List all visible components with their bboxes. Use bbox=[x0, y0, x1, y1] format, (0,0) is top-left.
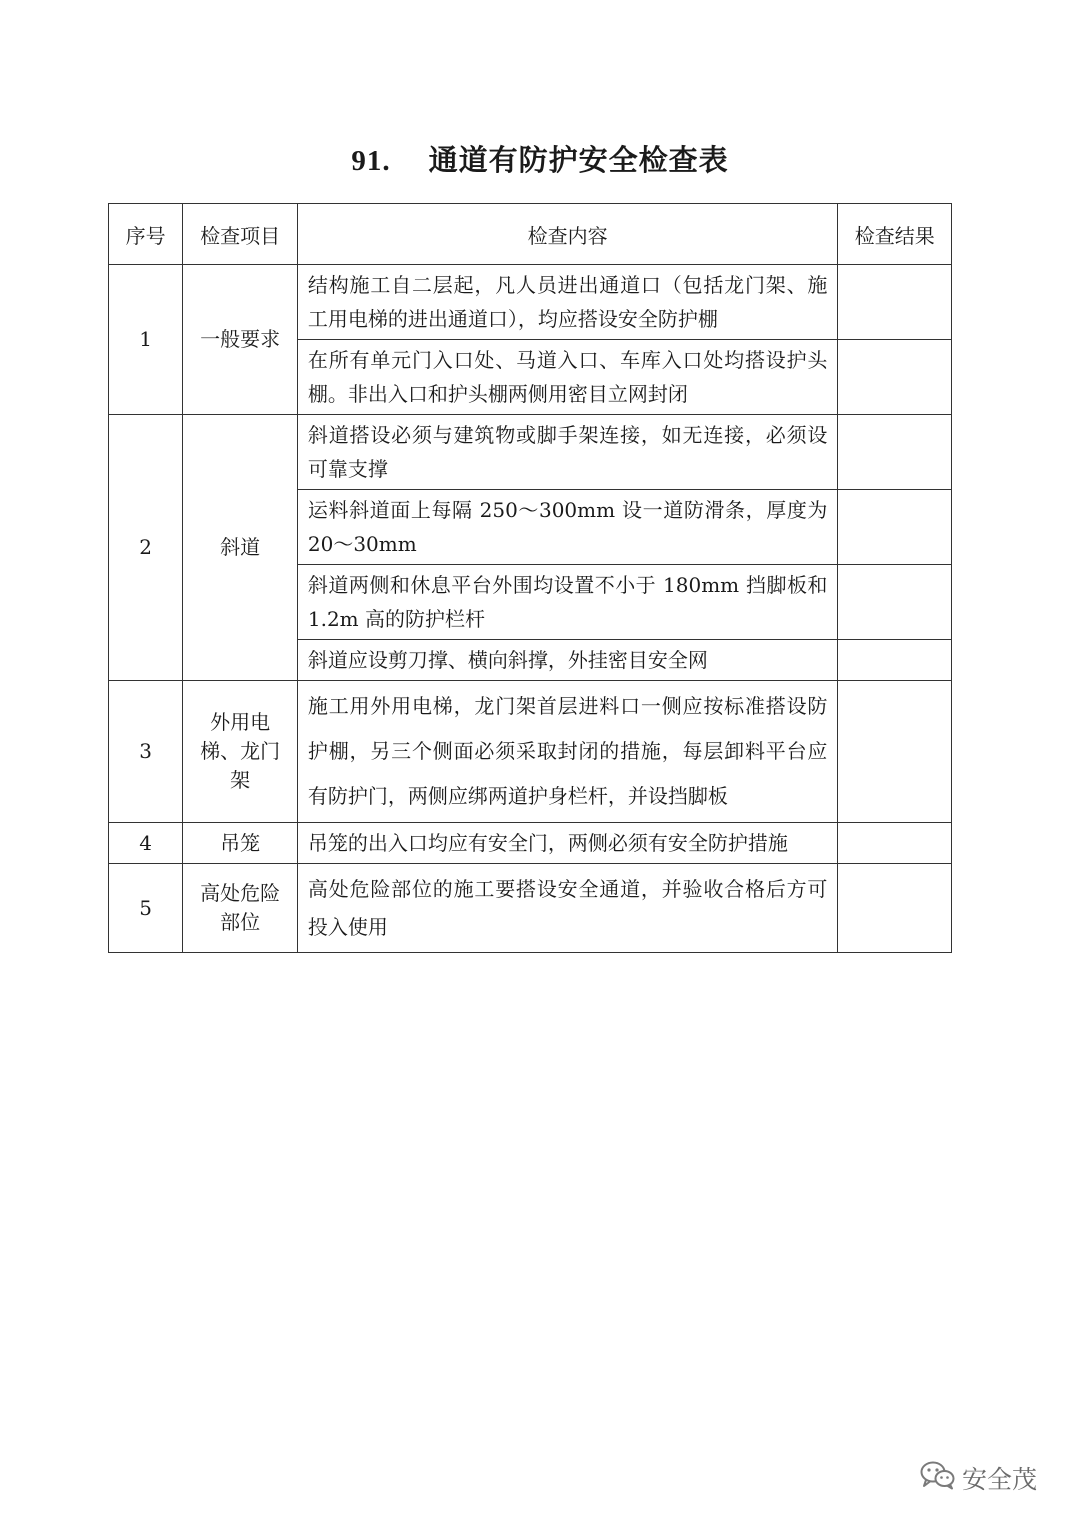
header-item: 检查项目 bbox=[183, 204, 298, 265]
row-content: 施工用外用电梯，龙门架首层进料口一侧应按标准搭设防护棚，另三个侧面必须采取封闭的措施，每层卸料平台应有防护门，两侧应绑两道护身栏杆，并设挡脚板 bbox=[297, 681, 838, 823]
row-item: 高处危险部位 bbox=[183, 864, 298, 953]
wechat-icon bbox=[920, 1460, 962, 1496]
row-number: 1 bbox=[109, 265, 183, 415]
header-result: 检查结果 bbox=[838, 204, 952, 265]
row-number: 3 bbox=[109, 681, 183, 823]
result-cell bbox=[838, 823, 952, 864]
result-cell bbox=[838, 681, 952, 823]
table-header-row bbox=[109, 204, 952, 265]
row-content: 结构施工自二层起，凡人员进出通道口（包括龙门架、施工用电梯的进出通道口），均应搭设安全防护棚 bbox=[297, 265, 838, 340]
inspection-table bbox=[108, 203, 952, 953]
row-content: 吊笼的出入口均应有安全门，两侧必须有安全防护措施 bbox=[297, 823, 838, 864]
row-item: 吊笼 bbox=[183, 823, 298, 864]
result-cell bbox=[838, 265, 952, 340]
row-item: 外用电梯、龙门架 bbox=[183, 681, 298, 823]
row-content: 斜道应设剪刀撑、横向斜撑，外挂密目安全网 bbox=[297, 640, 838, 681]
table-row bbox=[109, 415, 952, 490]
result-cell bbox=[838, 415, 952, 490]
header-content: 检查内容 bbox=[297, 204, 838, 265]
row-content: 高处危险部位的施工要搭设安全通道，并验收合格后方可投入使用 bbox=[297, 864, 838, 953]
row-number: 4 bbox=[109, 823, 183, 864]
table-row bbox=[109, 681, 952, 823]
table-row bbox=[109, 864, 952, 953]
row-content: 运料斜道面上每隔 250～300mm 设一道防滑条，厚度为 20～30mm bbox=[297, 490, 838, 565]
result-cell bbox=[838, 565, 952, 640]
row-number: 5 bbox=[109, 864, 183, 953]
result-cell bbox=[838, 340, 952, 415]
title-text: 通道有防护安全检查表 bbox=[428, 143, 729, 177]
table-row bbox=[109, 823, 952, 864]
title-number: 91. bbox=[351, 145, 391, 177]
header-no: 序号 bbox=[109, 204, 183, 265]
table-row bbox=[109, 265, 952, 340]
row-content: 斜道搭设必须与建筑物或脚手架连接，如无连接，必须设可靠支撑 bbox=[297, 415, 838, 490]
result-cell bbox=[838, 864, 952, 953]
row-item: 一般要求 bbox=[183, 265, 298, 415]
watermark bbox=[920, 1460, 1037, 1496]
result-cell bbox=[838, 640, 952, 681]
result-cell bbox=[838, 490, 952, 565]
row-content: 斜道两侧和休息平台外围均设置不小于 180mm 挡脚板和 1.2m 高的防护栏杆 bbox=[297, 565, 838, 640]
row-item: 斜道 bbox=[183, 415, 298, 681]
row-content: 在所有单元门入口处、马道入口、车库入口处均搭设护头棚。非出入口和护头棚两侧用密目立网封闭 bbox=[297, 340, 838, 415]
watermark-text: 安全茂 bbox=[962, 1465, 1038, 1494]
row-number: 2 bbox=[109, 415, 183, 681]
page-title bbox=[0, 138, 1080, 179]
